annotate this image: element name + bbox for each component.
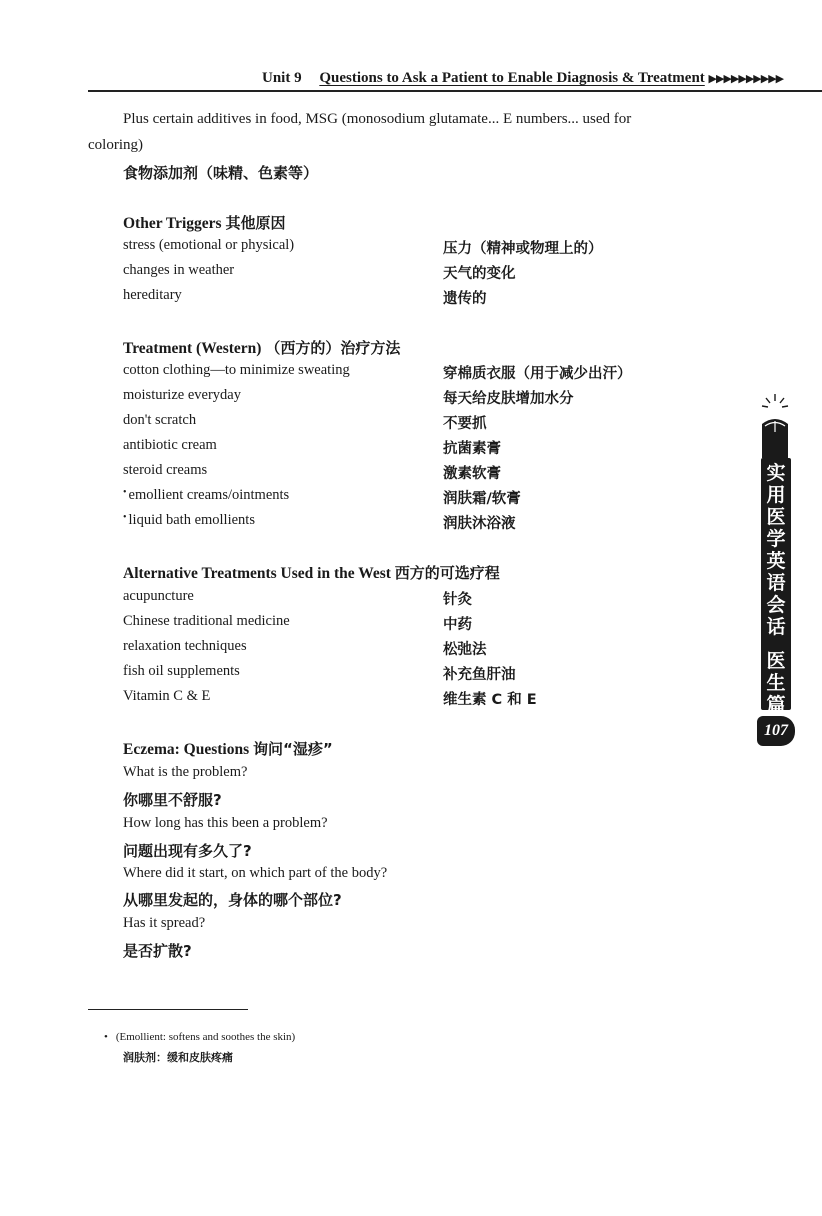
- item-en: fish oil supplements: [123, 663, 240, 679]
- heading-zh: 询问“湿疹”: [253, 740, 333, 758]
- list-item: [0, 512, 822, 534]
- section-heading-alternative: [123, 562, 500, 583]
- question-en: Where did it start, on which part of the body?: [123, 865, 388, 881]
- item-en: [123, 512, 255, 529]
- question-zh: 是否扩散?: [123, 942, 192, 960]
- running-header: [262, 70, 783, 87]
- question-en: How long has this been a problem?: [123, 815, 328, 831]
- intro-zh: 食物添加剂（味精、色素等）: [123, 164, 319, 182]
- unit-label: Unit 9: [262, 70, 302, 86]
- list-item: [0, 462, 822, 484]
- list-item: [0, 412, 822, 434]
- item-zh: 天气的变化: [443, 266, 516, 282]
- arrow-decoration: ▶▶▶▶▶▶▶▶▶▶: [708, 73, 784, 85]
- item-en: stress (emotional or physical): [123, 237, 295, 253]
- footnote-marker: •: [123, 487, 127, 498]
- heading-zh: 其他原因: [225, 214, 286, 232]
- item-en: [123, 487, 289, 504]
- footnote-en: [104, 1031, 295, 1043]
- footnote-marker: •: [123, 512, 127, 523]
- side-char: 实: [766, 462, 786, 484]
- item-zh: 维生素 C 和 E: [443, 692, 537, 708]
- item-en: antibiotic cream: [123, 437, 217, 453]
- item-en-text: liquid bath emollients: [128, 512, 255, 528]
- heading-en: Other Triggers: [123, 215, 222, 232]
- item-zh: 润肤沐浴液: [443, 516, 516, 532]
- question-en: What is the problem?: [123, 764, 248, 780]
- heading-zh: 西方的可选疗程: [394, 564, 500, 582]
- list-item: [0, 613, 822, 635]
- side-char: 会: [766, 594, 786, 616]
- item-en-text: emollient creams/ointments: [128, 487, 290, 503]
- section-heading-treatment: [123, 337, 400, 358]
- side-char: 语: [766, 572, 786, 594]
- page-number: 107: [757, 716, 795, 746]
- item-en: moisturize everyday: [123, 387, 241, 403]
- footnote-bullet: •: [104, 1031, 108, 1043]
- footnote-en-text: (Emollient: softens and soothes the skin): [115, 1031, 296, 1043]
- heading-en: Treatment (Western): [123, 340, 262, 357]
- item-en: Vitamin C & E: [123, 688, 211, 704]
- item-zh: 中药: [443, 617, 472, 633]
- side-char: 英: [766, 550, 786, 572]
- item-zh: 针灸: [443, 592, 472, 608]
- item-en: relaxation techniques: [123, 638, 247, 654]
- item-zh: 松弛法: [443, 642, 487, 658]
- question-zh: 从哪里发起的，身体的哪个部位?: [123, 891, 342, 909]
- side-char: 医: [766, 650, 786, 672]
- footnote-rule: [88, 1009, 248, 1010]
- item-en: changes in weather: [123, 262, 235, 278]
- side-tab-text: [761, 462, 791, 716]
- footnote-zh: 润肤剂：缓和皮肤疼痛: [123, 1051, 233, 1064]
- question-en: Has it spread?: [123, 915, 206, 931]
- item-en: steroid creams: [123, 462, 208, 478]
- list-item: [0, 638, 822, 660]
- item-zh: 抗菌素膏: [443, 441, 501, 457]
- side-char: 生: [766, 672, 786, 694]
- intro-line-2: coloring): [88, 137, 143, 153]
- heading-en: Eczema: Questions: [123, 741, 250, 758]
- question-zh: 你哪里不舒服?: [123, 791, 222, 809]
- list-item: [0, 362, 822, 384]
- item-en: don't scratch: [123, 412, 197, 428]
- section-heading-other-triggers: [123, 212, 285, 233]
- book-icon: [756, 392, 794, 460]
- side-char: 医: [766, 506, 786, 528]
- list-item: [0, 487, 822, 509]
- side-char: 话: [766, 616, 786, 638]
- header-rule: [88, 90, 822, 92]
- list-item: [0, 262, 822, 284]
- item-en: cotton clothing—to minimize sweating: [123, 362, 350, 378]
- item-en: Chinese traditional medicine: [123, 613, 290, 629]
- item-en: hereditary: [123, 287, 182, 303]
- item-zh: 压力（精神或物理上的）: [443, 241, 603, 257]
- list-item: [0, 437, 822, 459]
- item-en: acupuncture: [123, 588, 194, 604]
- item-zh: 不要抓: [443, 416, 487, 432]
- item-zh: 补充鱼肝油: [443, 667, 516, 683]
- heading-en: Alternative Treatments Used in the West: [123, 565, 391, 582]
- item-zh: 激素软膏: [443, 466, 501, 482]
- intro-line-1: Plus certain additives in food, MSG (monosodium glutamate... E numbers... used for: [123, 111, 632, 127]
- side-char: 篇: [766, 694, 786, 716]
- item-zh: 每天给皮肤增加水分: [443, 391, 574, 407]
- list-item: [0, 663, 822, 685]
- list-item: [0, 688, 822, 710]
- item-zh: 润肤霜/软膏: [443, 491, 521, 507]
- chapter-title: Questions to Ask a Patient to Enable Diagnosis & Treatment: [319, 70, 705, 86]
- side-char: 用: [766, 484, 786, 506]
- side-char: 学: [766, 528, 786, 550]
- list-item: [0, 237, 822, 259]
- list-item: [0, 287, 822, 309]
- item-zh: 穿棉质衣服（用于减少出汗）: [443, 366, 632, 382]
- list-item: [0, 387, 822, 409]
- section-heading-eczema: [123, 738, 333, 759]
- item-zh: 遗传的: [443, 291, 487, 307]
- question-zh: 问题出现有多久了?: [123, 842, 252, 860]
- heading-zh: （西方的）治疗方法: [265, 339, 401, 357]
- list-item: [0, 588, 822, 610]
